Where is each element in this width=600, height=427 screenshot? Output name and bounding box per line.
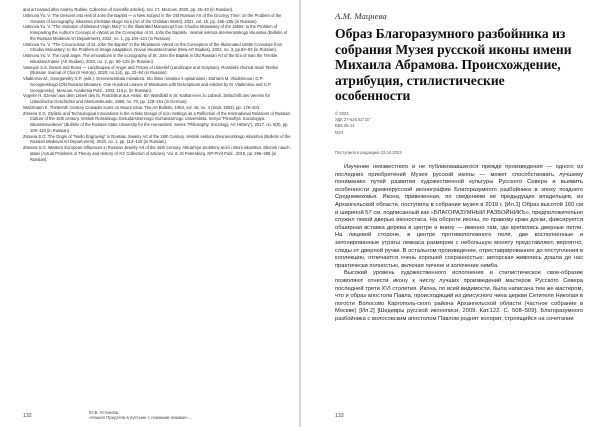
left-page-footer [23, 408, 291, 422]
body-paragraph: Изучение неизвестного и не публиковавшегося прежде произведения — одного из последних приобретений Музея русской иконы — может способствовать лучшему пониманию путей развития художественной культуры Русского Севера и выявить особенности древнерусской иконографии Благоразумного разбойника в эпоху позднего Средневековья. Икона, привезенная, по сведениям ее предыдущих владельцев, из Архангельской области, поступила в собрание музея в 2019 г. [Ил.1] Образ высотой 160 см и шириной 57 см, подписанный как «БЛАГОРАЗУМНЫИ РАЗБОЙНИКЪ», предположительно служил левой дверью иконостаса. На обороте иконы, по правому краю доски, фиксируется обширная вставка дерева в центре и внизу — именно там, где крепились дверные петли. На лицевой стороне, в центре противоположного поля, две восполненные и затонированные утраты левкаса размером с небольшую монету представляют, вероятно, следы от дверной ручки. В остальном произведение, отреставрированное до поступления в коллекцию, отличается очень хорошей сохранностью: авторская живопись дошла до нас практически полностью, включая личное и золочение нимба. [335, 164, 583, 269]
article-body [335, 164, 583, 323]
copyright-line: © 2023 [335, 111, 349, 116]
running-head-title: «Нашел Предтечи в пустыне с ложными ликами»… [89, 415, 193, 421]
reference-item: and art named after Andrey Rublev. Collection of scientific articles]. Vol. 17. Moscow, 2020, pp. 26–40 (in Russian). [23, 7, 234, 12]
reference-item: Ustinova Yu. V. “The Circumcision of St. John the Baptist” in the Miniatures «Word on the Conception of the Illuminated 1560s Convolute from Chudov Monastery: to the Problem of Image Adaptation. Novoe iskusstvoznanie (New Art Studies), 2022, no. 3, pp.82–93 (in Russian). [23, 41, 283, 53]
page-number-left: 132 [23, 413, 32, 419]
reference-item: Zisseva S.G. Western European Influences in Russian Jewelry Art of the 16th Century. Aktual’nye problemy teorii i istorii iskusstva. Sbornik nauch. statei (Actual Problems of Theory and History of Art: Collection of articles). Vol. 6. St Petersburg, NP-Print Publ., 2016, pp. 295–298 (in Russian). [23, 145, 291, 162]
udc-line: УДК 27-526.62"15" [335, 117, 371, 123]
article-title: Образ Благоразумного разбойника из собрания Музея русской иконы имени Михаила Абрамова. Происхождение, атрибуция, стилистические особенности [335, 26, 572, 104]
reference-item: Vaneyan S.S. Desert and Ruins — Landscapes of Anger and Traces of Unbelief (Landscape and Scripture). Rossiiskii zhurnal istorii Tserkvi (Russian Journal of Church History), 2020, no.1(4), pp. 22–54 (in Russian). [23, 64, 279, 76]
reference-item: Zisseva S.G. Stylistic and Technological Innovations in the Artistic Design of Icon Settings as a Reflection of the International Relations of Russian Culture of the 16th century. Vestnik Rossiiskogo Gosudarstvennogo Gumanitarnogo Universiteta. Seriya “Filosofiya. Sociologiya. Iskusstvovedenie” (Bulletin of the Russian State University for the Humanities. Series “Philosophy. Sociology. Art History”), 2017, no. 5(9), pp. 106–118 (in Russian). [23, 110, 290, 133]
page-number-right: 133 [335, 413, 344, 419]
body-paragraph: Высокий уровень художественного исполнения и стилистическое свое-образие позволяют отнести икону к числу лучших произведений мастеров Русского Севера последней трети XVI столетия. Икона, по всей видимости, была написана тем же мастером, что и образ апостола Павла, происходящий из деисусного чина церкви Сетителя Николая в погосте Волосово Каргополь-ского района Архангельской области (частное собрание в Москве) [Ил.2] [Шедевры русской иконописи, 2009. Кат.122. С. 508–509]. Благоразумного разбойника с волосовским апостолом Павлом роднят колорит, строящийся на сочетании [335, 270, 583, 322]
left-page [0, 0, 299, 427]
reference-item: Ustinova Yu. V. “The Visitation of Blessed Virgin Mary” in the Illustrated Manuscript from Chudov Monastery of the 1560s: to the Problem of Interpreting the Author’s Concept of «Word on the Conception of St. John the Baptist». Vestnik sektora drevnerusskogo iskusstva (Bulletin of the Russian Medieval Art Department), 2022, no. 1, pp.104–121 (in Russian). [23, 24, 288, 41]
article-author: А.М. Мацнева [335, 11, 387, 21]
reference-item: Ustinova Yu. V. The royal angel. The innovations in the iconography of St. John the Baptist in Old Russian Art of the Era of Ivan the Terrible. Iskusstvoznanie (Art Studies), 2022, no. 2, pp. 90–125 (in Russian). [23, 53, 279, 64]
running-head-left [89, 410, 192, 420]
running-head-author: Ю.В. Устинова [89, 410, 119, 415]
author-mark-line: М23 [335, 129, 344, 135]
reference-item: Vladimirov M., Georgievsky G.P. (eds.). Drevnerusskaia miniatiura. Sto listov miniatiur s opisaniiami i stat’iami M. Vladimirova i G.P. Georgievskogo (Old Russian Miniature. One Hundred Leaves of Miniatures with Descriptions and Articles by M. Vladimirov and G.P. Georgievsky). Moscow, Academia Publ., 1933. 115 p. (in Russian). [23, 76, 272, 93]
right-page [301, 0, 600, 427]
reference-item: Vogeler H. Szenen aus dem Leben des hl. Franziskus aus Assisi. Ein Wandbild in St. Kathari-nen zu Lübeck. Zeitschrift des Vereins für Lübeckische Geschichte und Altertumskunde, 1990, no. 70, pp. 129–151 (in German). [23, 93, 271, 104]
reference-list [23, 7, 291, 162]
reference-item: Weitzmann K. Thirteenth Century Crusader Icons on Mount Sinai. The Art Bulletin, 1963, vol. 45, no. 3 (Sept. 1963), pp. 179–203. [23, 104, 261, 110]
bbk-line: ББК 85.14 [335, 123, 355, 129]
reference-item: Zisseva S.G. The Origin of “Niello Engraving” in Russian Jewelry Art of the 16th Century. Vestnik sektora drevnerusskogo iskusstva (Bulletin of the Russian Medieval Art Depart-ment), 2020, no. 1, pp. 114–125 (in Russian). [23, 133, 291, 145]
reference-item: Ustinova Yu. V. The Descent into Hell of John the Baptist — a New Subject in the Old Russian Art of the Groznyy Time: on the Problem of the Genesis of Iconography. Iskusstvo Khristian-skogo mira (Art of the Christian World), 2021, vol. 15, pp. 195–205 (in Russian). [23, 12, 282, 24]
received-date: Поступила в редакцию 22.04.2023 [335, 150, 402, 155]
article-meta [335, 111, 370, 136]
